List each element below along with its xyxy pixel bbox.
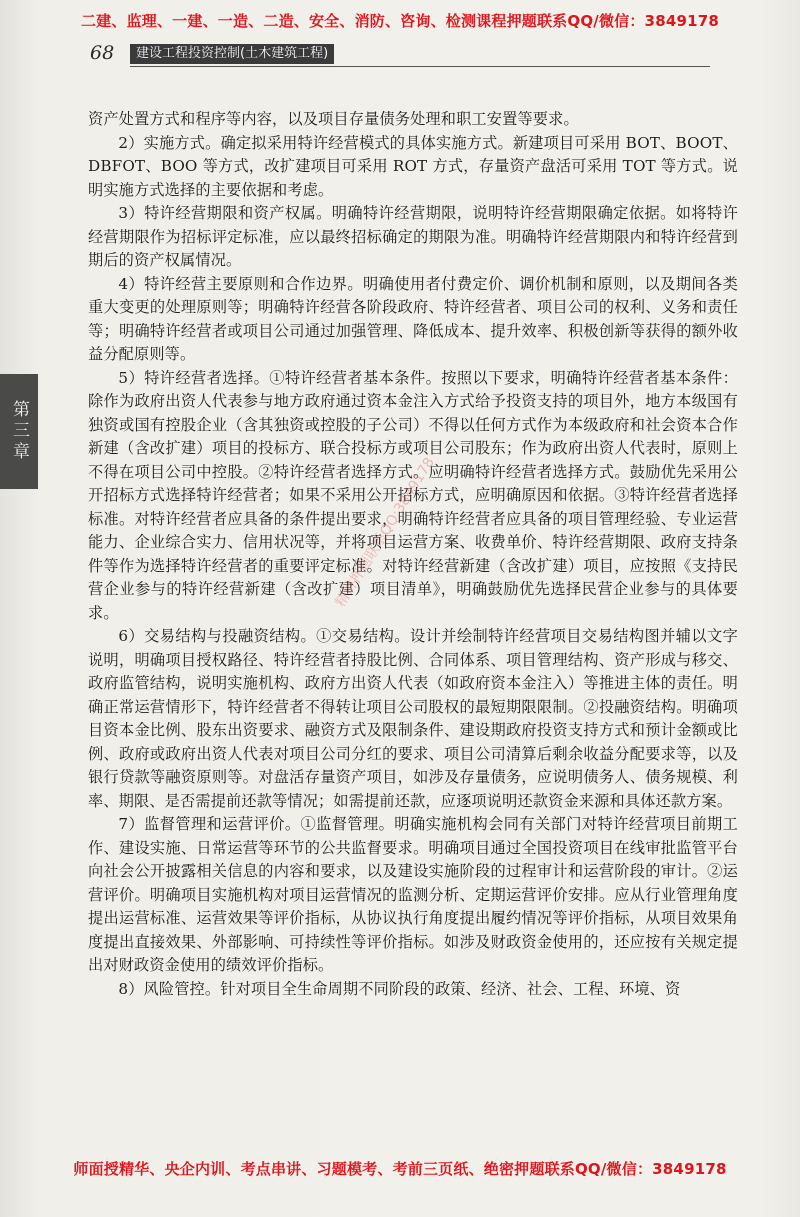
running-header [90,44,710,66]
diagonal-watermark: 精讲押题联系QQ:3849178 [332,454,438,611]
chapter-tab: 第三章 [0,374,38,489]
top-ad-banner: 二建、监理、一建、一造、二造、安全、消防、咨询、检测课程押题联系QQ/微信：3849178 [80,12,720,30]
paragraph-operator-selection: 5）特许经营者选择。①特许经营者基本条件。按照以下要求，明确特许经营者基本条件：除作为政府出资人代表参与地方政府通过资本金注入方式给予投资支持的项目外，地方本级国有独资或国有控股企业（含其独资或控股的子公司）不得以任何方式作为本级政府和社会资本合作新建（含改扩建）项目的投标方、联合投标方或项目公司股东；作为政府出资人代表时，原则上不得在项目公司中控股。②特许经营者选择方式。应明确特许经营者选择方式。鼓励优先采用公开招标方式选择特许经营者；如果不采用公开招标方式，应明确原因和依据。③特许经营者选择标准。对特许经营者应具备的条件提出要求，明确特许经营者应具备的项目管理经验、专业运营能力、企业综合实力、信用状况等，并将项目运营方案、收费单价、特许经营期限、政府支持条件等作为选择特许经营者的重要评定标准。对特许经营新建（含改扩建）项目，应按照《支持民营企业参与的特许经营新建（含改扩建）项目清单》，明确鼓励优先选择民营企业参与的具体要求。 [88,368,738,622]
book-title: 建设工程投资控制(土木建筑工程) [130,44,334,64]
paragraph-continuation: 资产处置方式和程序等内容，以及项目存量债务处理和职工安置等要求。 [88,110,579,128]
bottom-ad-banner: 师面授精华、央企内训、考点串讲、习题模考、考前三页纸、绝密押题联系QQ/微信：3849178 [73,1160,727,1178]
page-number: 68 [90,42,115,64]
body-text [88,108,738,1001]
paragraph-concession-term: 3）特许经营期限和资产权属。明确特许经营期限，说明特许经营期限确定依据。如将特许经营期限作为招标评定标准，应以最终招标确定的期限为准。明确特许经营期限内和特许经营到期后的资产权属情况。 [88,204,738,269]
paragraph-supervision-evaluation: 7）监督管理和运营评价。①监督管理。明确实施机构会同有关部门对特许经营项目前期工作、建设实施、日常运营等环节的公共监督要求。明确项目通过全国投资项目在线审批监管平台向社会公开披露相关信息的内容和要求，以及建设实施阶段的过程审计和运营阶段的审计。②运营评价。明确项目实施机构对项目运营情况的监测分析、定期运营评价安排。应从行业管理角度提出运营标准、运营效果等评价指标，从协议执行角度提出履约情况等评价指标，从项目效果角度提出直接效果、外部影响、可持续性等评价指标。如涉及财政资金使用的，还应按有关规定提出对财政资金使用的绩效评价指标。 [88,815,738,974]
paragraph-risk-control: 8）风险管控。针对项目全生命周期不同阶段的政策、经济、社会、工程、环境、资 [118,979,681,998]
header-rule [130,66,710,67]
paragraph-principles-boundaries: 4）特许经营主要原则和合作边界。明确使用者付费定价、调价机制和原则，以及期间各类重大变更的处理原则等；明确特许经营各阶段政府、特许经营者、项目公司的权利、义务和责任等；明确特许经营者或项目公司通过加强管理、降低成本、提升效率、积极创新等获得的额外收益分配原则等。 [88,274,738,363]
paragraph-transaction-structure: 6）交易结构与投融资结构。①交易结构。设计并绘制特许经营项目交易结构图并辅以文字说明，明确项目授权路径、特许经营者持股比例、合同体系、项目管理结构、资产形成与移交、政府监管结构，说明实施机构、政府方出资人代表（如政府资本金注入）等推进主体的责任。明确正常运营情形下，特许经营者不得转让项目公司股权的最短期限限制。②投融资结构。明确项目资本金比例、股东出资要求、融资方式及限制条件、建设期政府投资支持方式和预计金额或比例、政府或政府出资人代表对项目公司分红的要求、项目公司清算后剩余收益分配要求等，以及银行贷款等融资原则等。对盘活存量资产项目，如涉及存量债务，应说明债务人、债务规模、利率、期限、是否需提前还款等情况；如需提前还款，应逐项说明还款资金来源和具体还款方案。 [88,627,738,810]
paragraph-implementation-method: 2）实施方式。确定拟采用特许经营模式的具体实施方式。新建项目可采用 BOT、BOOT、DBFOT、BOO 等方式，改扩建项目可采用 ROT 方式，存量资产盘活可采用 TOT 等方式。说明实施方式选择的主要依据和考虑。 [88,133,738,199]
